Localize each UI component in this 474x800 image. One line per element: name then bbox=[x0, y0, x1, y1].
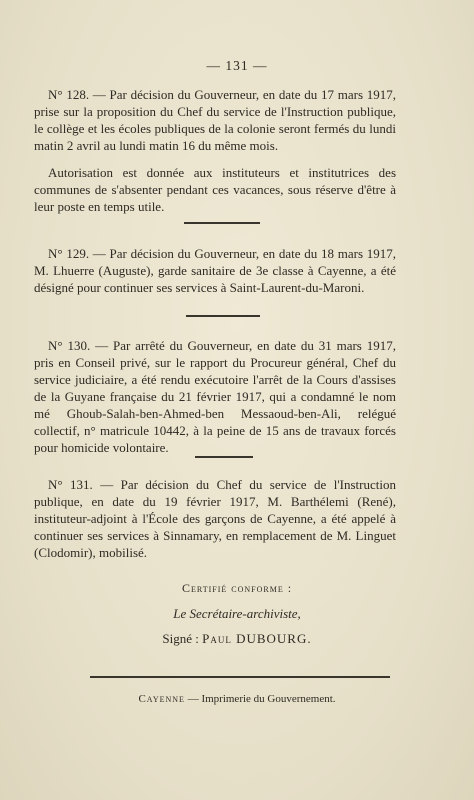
signe-label: Signé : bbox=[162, 631, 199, 646]
secretaire-archiviste: Le Secrétaire-archiviste, bbox=[173, 606, 301, 621]
signatory-name: Paul DUBOURG. bbox=[202, 631, 312, 646]
paragraph-128: N° 128. — Par décision du Gouverneur, en date du 17 mars 1917, prise sur la proposition du Chef du service de l'Instruction publique, le collège et les écoles publiques de la colonie seront fermés du lundi matin 2 avril au lundi matin 16 du même mois. bbox=[34, 87, 396, 153]
page-number: — 131 — bbox=[206, 58, 268, 73]
section-divider bbox=[186, 315, 260, 317]
signature-line bbox=[0, 631, 474, 647]
footer-rule bbox=[90, 676, 390, 678]
footer-text: — Imprimerie du Gouvernement. bbox=[184, 693, 336, 705]
footer-city: Cayenne bbox=[138, 693, 185, 705]
certifie-conforme: Certifié conforme : bbox=[181, 581, 293, 595]
section-divider bbox=[195, 456, 253, 458]
paragraph-autorisation: Autorisation est donnée aux instituteurs et institutrices des communes de s'absenter pendant ces vacances, sous réserve d'être à leur poste en temps utile. bbox=[34, 165, 396, 214]
printer-footer bbox=[0, 693, 474, 705]
section-divider bbox=[184, 222, 260, 224]
paragraph-130: N° 130. — Par arrêté du Gouverneur, en date du 31 mars 1917, pris en Conseil privé, sur le rapport du Procureur général, Chef du service judiciaire, a été rendu exécutoire l'arrêt de la Cours d'assises de la Guyane française du 21 février 1917, qui a condamné le nom mé Ghoub-Salah-ben-Ahmed-ben Messaoud-ben-Ali, relégué collectif, n° matricule 10442, à la peine de 15 ans de travaux forcés pour homicide volontaire. bbox=[34, 338, 396, 455]
paragraph-129: N° 129. — Par décision du Gouverneur, en date du 18 mars 1917, M. Lhuerre (Auguste), garde sanitaire de 3e classe à Cayenne, a été désigné pour continuer ses services à Saint-Laurent-du-Maroni. bbox=[34, 246, 396, 295]
paragraph-131: N° 131. — Par décision du Chef du service de l'Instruction publique, en date du 19 février 1917, M. Barthélemi (René), instituteur-adjoint à l'École des garçons de Cayenne, a été appelé à continuer ses services à Sinnamary, en remplacement de M. Linguet (Clodomir), mobilisé. bbox=[34, 477, 396, 560]
